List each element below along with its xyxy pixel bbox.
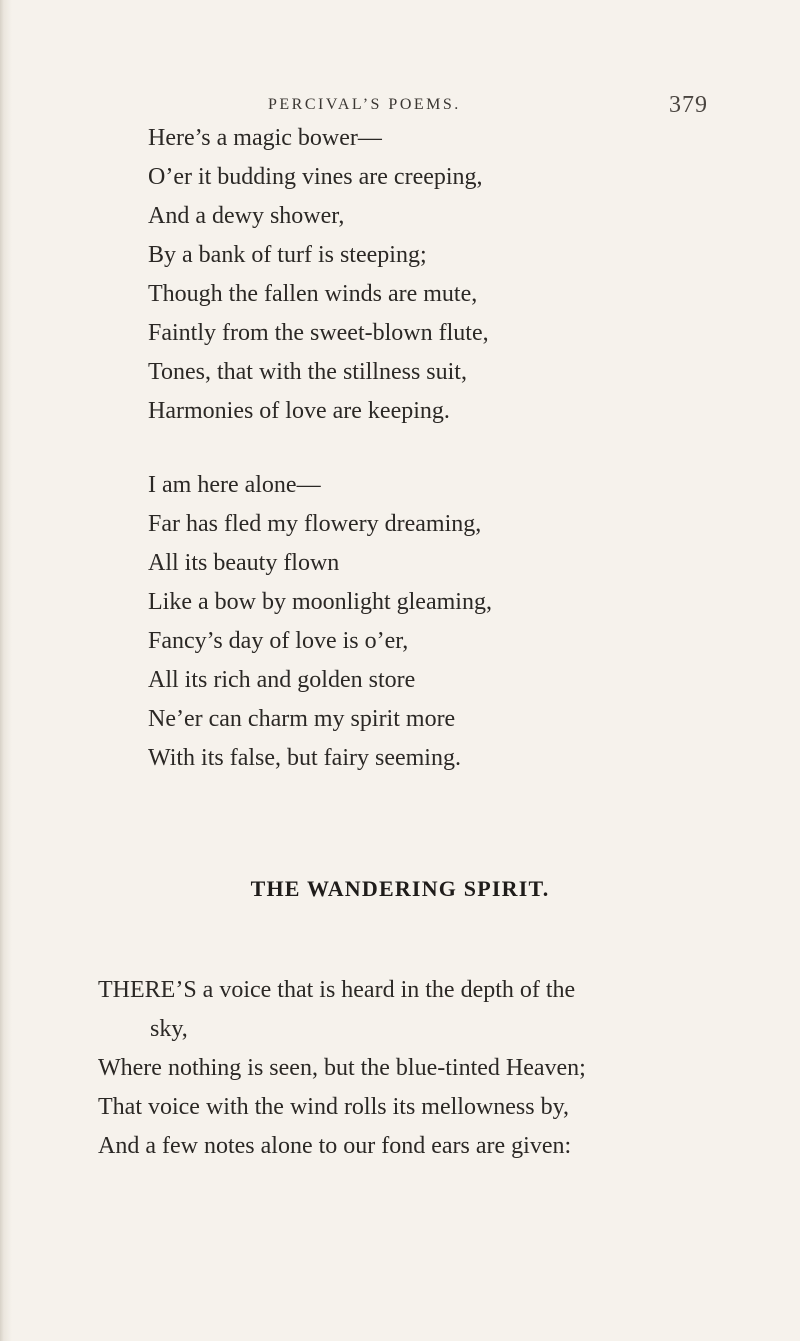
verse-line: And a dewy shower,: [148, 203, 345, 229]
poem-title: THE WANDERING SPIRIT.: [250, 876, 550, 901]
verse-line-continuation: sky,: [150, 1016, 188, 1042]
verse-line: THERE’S a voice that is heard in the depth of the: [98, 977, 576, 1003]
verse-line: Harmonies of love are keeping.: [148, 398, 450, 424]
verse-line: By a bank of turf is steeping;: [148, 242, 427, 268]
verse-line: Where nothing is seen, but the blue-tinted Heaven;: [98, 1055, 586, 1081]
verse-line: Tones, that with the stillness suit,: [148, 359, 467, 385]
verse-line: Though the fallen winds are mute,: [148, 281, 478, 307]
verse-line: With its false, but fairy seeming.: [148, 745, 461, 771]
stanza-2: [148, 466, 708, 778]
verse-line: Like a bow by moonlight gleaming,: [148, 589, 492, 615]
verse-line: Ne’er can charm my spirit more: [148, 706, 456, 732]
stanza-1: [148, 119, 708, 431]
verse-line: Far has fled my flowery dreaming,: [148, 511, 482, 537]
page-number: 379: [669, 92, 708, 118]
verse-line: That voice with the wind rolls its mellowness by,: [98, 1094, 570, 1120]
stanza-3: [98, 971, 698, 1166]
running-head: PERCIVAL’S POEMS.: [268, 96, 461, 113]
verse-line: All its beauty flown: [148, 550, 340, 576]
verse-line: Here’s a magic bower—: [148, 125, 382, 151]
verse-line: Fancy’s day of love is o’er,: [148, 628, 409, 654]
verse-line: All its rich and golden store: [148, 667, 416, 693]
page-edge: [0, 0, 12, 1341]
verse-line: I am here alone—: [148, 472, 321, 498]
verse-line: And a few notes alone to our fond ears are given:: [98, 1133, 572, 1159]
verse-line: O’er it budding vines are creeping,: [148, 164, 483, 190]
verse-line: Faintly from the sweet-blown flute,: [148, 320, 489, 346]
